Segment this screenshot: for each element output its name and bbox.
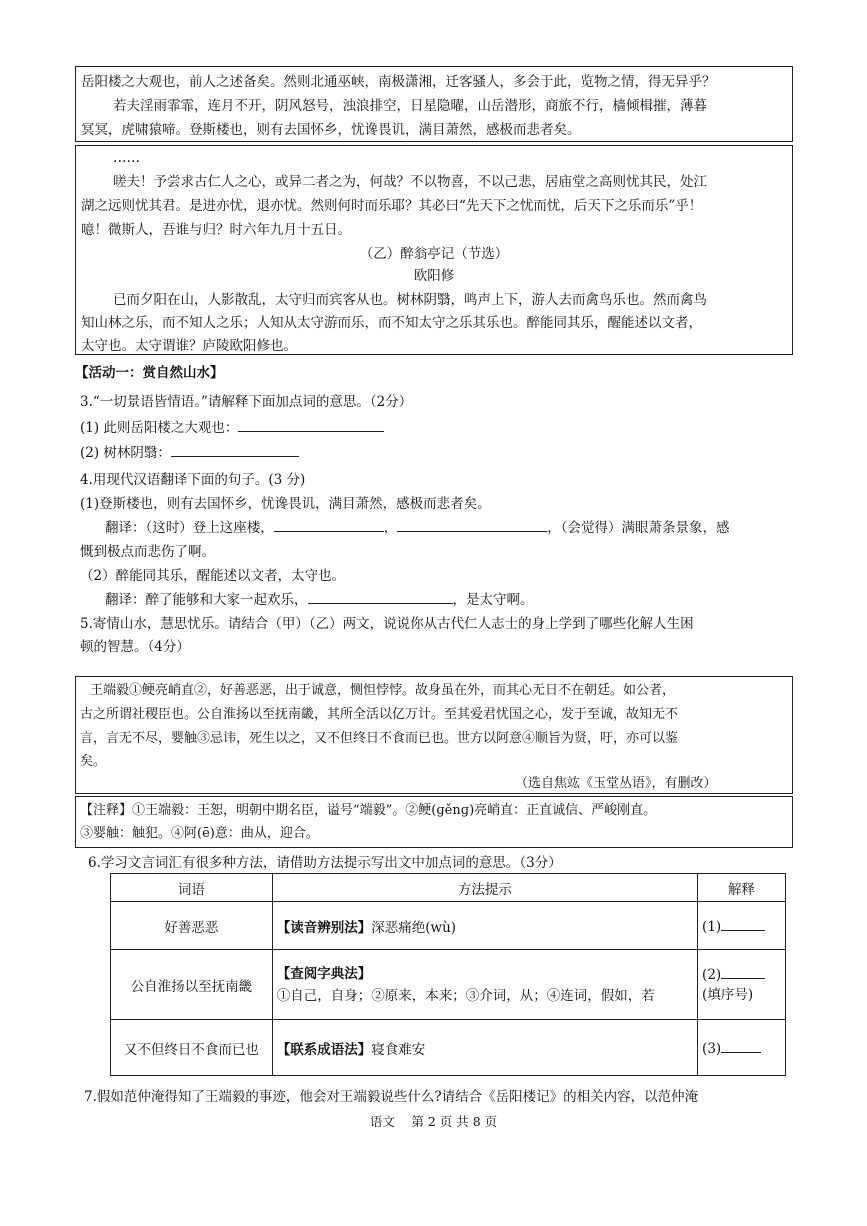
row-2-answer-note: (填序号) (702, 986, 754, 1003)
row-1-answer-blank[interactable] (721, 917, 765, 931)
passage-1-line-3: 冥冥，虎啸猿啼。登斯楼也，则有去国怀乡，忧谗畏讥，满目萧然，感极而悲者矣。 (81, 122, 581, 138)
row-1-hint-title: 【读音辨别法】 (276, 919, 372, 936)
q4-t1-prefix: 翻译：（这时）登上这座楼， (105, 520, 274, 536)
row-2-answer-blank[interactable] (721, 965, 765, 979)
header-answer: 解释 (698, 874, 786, 902)
q4-sentence-2: （2）醉能同其乐，醒能述以文者，太守也。 (80, 568, 346, 584)
header-hint: 方法提示 (272, 874, 697, 902)
bing-line-1: 王端毅①鲠亮峭直②，好善恶恶，出于诚意，恻怛悖悖。故身虽在外，而其心无日不在朝廷。如公者， (90, 683, 676, 698)
q3-stem: 3.“一切景语皆情语。”请解释下面加点词的意思。（2分） (80, 394, 413, 410)
q3-item-1 (80, 418, 384, 438)
q4-translation-1-cont: 慨到极点而悲伤了啊。 (80, 544, 215, 560)
row-3-answer[interactable] (698, 1020, 786, 1076)
q7-line-1: 7.假如范仲淹得知了王端毅的事迹，他会对王端毅说些什么?请结合《岳阳楼记》的相关内容，以范仲淹 (84, 1089, 699, 1105)
row-2-word: 公自淮扬以至抚南畿 (111, 950, 273, 1020)
bing-source: （选自焦竑《玉堂丛语》，有删改） (515, 776, 717, 791)
row-1-word: 好善恶恶 (111, 902, 273, 950)
page-footer: 语文 第 2 页 共 8 页 (369, 1114, 498, 1129)
row-3-answer-blank[interactable] (721, 1039, 761, 1053)
row-2-hint-title: 【查阅字典法】 (276, 965, 372, 982)
row-2-answer-label: (2) (702, 966, 722, 983)
passage-2-line-2: 湖之远则忧其君。是进亦忧，退亦忧。然则何时而乐耶？其必曰“先天下之忧而忧，后天下之乐而乐”乎！ (81, 198, 703, 214)
q5-line-1: 5.寄情山水，慧思忧乐。请结合（甲）（乙）两文，说说你从古代仁人志士的身上学到了哪些化解人生困 (80, 616, 694, 632)
row-2-hint (272, 950, 697, 1020)
passage-2-line-3: 噫！微斯人，吾谁与归？时六年九月十五日。 (81, 222, 351, 238)
q4-t2-suffix: ，是太守啊。 (452, 592, 534, 608)
yi-line-2: 知山林之乐，而不知人之乐；人知从太守游而乐，而不知太守之乐其乐也。醉能同其乐，醒能述以文者， (81, 315, 702, 331)
q4-t1-sep: ， (383, 520, 398, 536)
row-2-hint-text: ①自己，自身；②原来，本来；③介词，从；④连词，假如，若 (276, 987, 655, 1004)
q3-item-1-label: (1) 此则岳阳楼之大观也： (80, 420, 239, 436)
row-3-hint (272, 1020, 697, 1076)
passage-1-line-1: 岳阳楼之大观也，前人之述备矣。然则北通巫峡，南极潇湘，迁客骚人，多会于此，览物之情，得无异乎？ (81, 74, 716, 90)
q4-translation-1 (105, 518, 730, 538)
yi-line-1: 已而夕阳在山，人影散乱，太守归而宾客从也。树林阴翳，鸣声上下，游人去而禽鸟乐也。然而禽鸟 (113, 292, 707, 308)
ellipsis: …… (113, 150, 140, 166)
row-1-answer-label: (1) (702, 918, 722, 935)
passage-1-line-2: 若夫淫雨霏霏，连月不开，阴风怒号，浊浪排空，日星隐曜，山岳潜形，商旅不行，樯倾楫摧，薄暮 (113, 98, 707, 114)
q4-translation-2 (105, 590, 534, 610)
yi-title: （乙）醉翁亭记（节选） (359, 246, 509, 262)
row-1-hint-text: 深恶痛绝(wù) (371, 919, 457, 936)
q4-t2-prefix: 翻译：醉了能够和大家一起欢乐， (105, 592, 308, 608)
table-row (111, 1020, 786, 1076)
row-3-hint-text: 寝食难安 (371, 1041, 426, 1058)
q3-item-2-label: (2) 树林阴翳： (80, 445, 171, 461)
q3-answer-1-blank[interactable] (238, 418, 384, 432)
vocab-table (110, 873, 786, 1076)
q4-t1-blank-2[interactable] (397, 518, 547, 532)
row-3-hint-title: 【联系成语法】 (276, 1041, 372, 1058)
bing-line-2: 古之所谓社稷臣也。公自淮扬以至抚南畿，其所全活以亿万计。至其爱君忧国之心，发于至诚，故知无不 (80, 707, 679, 722)
passage-2-line-1: 嗟夫！予尝求古仁人之心，或异二者之为，何哉？不以物喜，不以己悲，居庙堂之高则忧其民，处江 (113, 174, 707, 190)
notes-line-2: ③婴触：触犯。④阿(ē)意：曲从，迎合。 (80, 826, 319, 841)
q4-stem: 4.用现代汉语翻译下面的句子。(3 分) (80, 472, 306, 488)
activity-1-heading: 【活动一：赏自然山水】 (75, 365, 224, 381)
bing-line-4: 矣。 (80, 754, 107, 769)
q6-stem: 6.学习文言词汇有很多种方法，请借助方法提示写出文中加点词的意思。（3分） (88, 855, 562, 871)
row-3-word: 又不但终日不食而已也 (111, 1020, 273, 1076)
header-word: 词语 (111, 874, 273, 902)
yi-author: 欧阳修 (413, 268, 455, 284)
bing-line-3: 言，言无不尽，婴触③忌讳，死生以之，又不但终日不食而已也。世方以阿意④顺旨为贤，吁，亦可以鉴 (80, 731, 679, 746)
yi-line-3: 太守也。太守谓谁？庐陵欧阳修也。 (81, 338, 297, 354)
q4-t1-blank-1[interactable] (274, 518, 384, 532)
q3-item-2 (80, 443, 299, 463)
q3-answer-2-blank[interactable] (171, 443, 299, 457)
row-3-answer-label: (3) (702, 1040, 722, 1057)
notes-line-1: 【注释】①王端毅：王恕，明朝中期名臣，谥号“端毅”。②鲠(ɡěnɡ)亮峭直：正直诚信、严峻刚直。 (80, 803, 657, 818)
table-row (111, 902, 786, 950)
q4-sentence-1: (1)登斯楼也，则有去国怀乡，忧谗畏讥，满目萧然，感极而悲者矣。 (80, 496, 491, 512)
q4-t1-suffix: ，（会觉得）满眼萧条景象，感 (547, 520, 730, 536)
q4-t2-blank[interactable] (308, 590, 453, 604)
row-1-answer[interactable] (698, 902, 786, 950)
row-2-answer[interactable] (698, 950, 786, 1020)
table-row (111, 950, 786, 1020)
row-1-hint (272, 902, 697, 950)
q5-line-2: 顿的智慧。（4分） (80, 639, 190, 655)
